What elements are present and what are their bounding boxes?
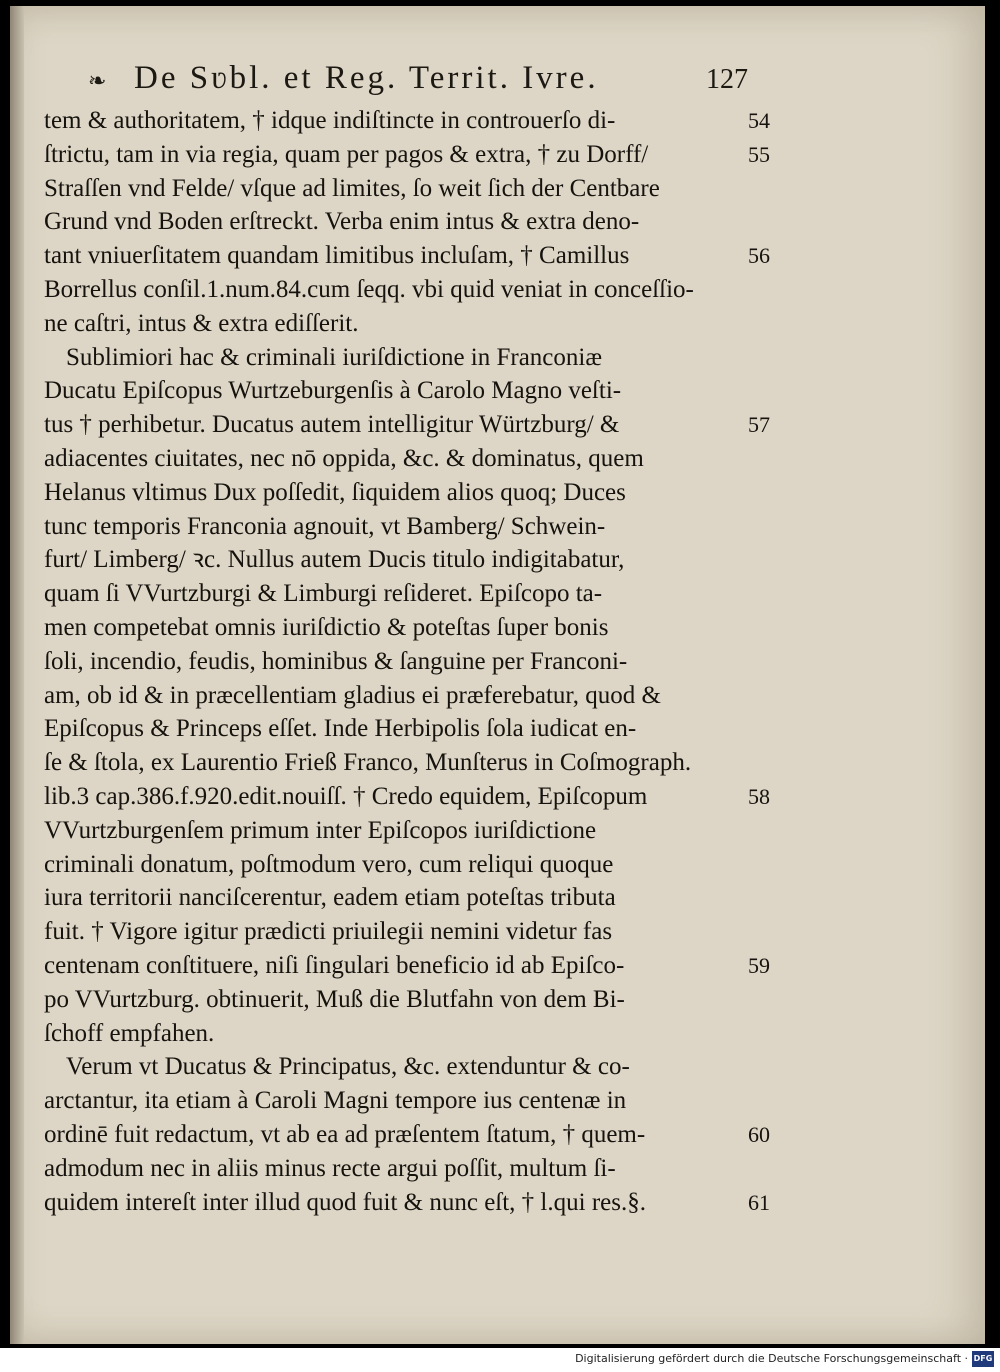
margin-number: 61 [748, 1189, 770, 1215]
footer-bar [0, 1348, 1000, 1372]
text-line: tunc temporis Franconia agnouit, vt Bamberg/ Schwein- [44, 512, 606, 540]
text-line: criminali donatum, poſtmodum vero, cum reliqui quoque [44, 850, 614, 878]
text-line: fuit. † Vigore igitur prædicti priuilegii nemini videtur fas [44, 918, 613, 946]
text-line: Verum vt Ducatus & Principatus, &c. extenduntur & co- [66, 1053, 630, 1081]
text-line: ordinē fuit redactum, vt ab ea ad præſentem ſtatum, † quem- [44, 1120, 646, 1148]
margin-number: 56 [748, 243, 770, 269]
text-line: ſchoff empfahen. [44, 1019, 215, 1047]
margin-number: 59 [748, 953, 770, 978]
text-line: ſe & ſtola, ex Laurentio Frieß Franco, Munſterus in Coſmograph. [44, 749, 692, 777]
text-line: Epiſcopus & Princeps eſſet. Inde Herbipolis ſola iudicat en- [44, 715, 637, 743]
funding-credit: Digitalisierung gefördert durch die Deutsche Forschungsgemeinschaft · [575, 1352, 968, 1365]
text-line: ſtrictu, tam in via regia, quam per pagos & extra, † zu Dorff/ [44, 140, 649, 168]
text-line: admodum nec in aliis minus recte argui poſſit, multum ſi- [44, 1154, 616, 1182]
text-line: am, ob id & in præcellentiam gladius ei præferebatur, quod & [44, 681, 661, 709]
text-line: Ducatu Epiſcopus Wurtzeburgenſis à Carolo Magno veſti- [44, 377, 622, 405]
margin-number: 58 [748, 784, 770, 809]
running-title: De Sʋbl. et Reg. Territ. Ivre. [134, 60, 599, 96]
text-line: tem & authoritatem, † idque indiſtincte in controuerſo di- [44, 107, 616, 134]
text-line: Helanus vltimus Dux poſſedit, ſiquidem alios quoq; Duces [44, 478, 626, 506]
text-line: centenam conſtituere, niſi ſingulari beneficio id ab Epiſco- [44, 951, 625, 979]
text-line: lib.3 cap.386.f.920.edit.nouiſſ. † Credo equidem, Epiſcopum [44, 782, 648, 810]
text-line: Straſſen vnd Felde/ vſque ad limites, ſo weit ſich der Centbare [44, 174, 660, 202]
text-line: tant vniuerſitatem quandam limitibus incluſam, † Camillus [44, 242, 630, 270]
text-line: tus † perhibetur. Ducatus autem intelligitur Würtzburg/ & [44, 411, 620, 439]
margin-number: 60 [748, 1122, 770, 1147]
running-header [88, 60, 748, 100]
text-line: quam ſi VVurtzburgi & Limburgi reſideret. Epiſcopo ta- [44, 580, 603, 608]
text-line: arctantur, ita etiam à Caroli Magni tempore ius centenæ in [44, 1087, 627, 1115]
margin-number: 57 [748, 412, 770, 438]
text-line: men competebat omnis iuriſdictio & poteſtas ſuper bonis [44, 613, 609, 641]
text-line: VVurtzburgenſem primum inter Epiſcopos iuriſdictione [44, 816, 597, 844]
margin-number: 55 [748, 141, 770, 167]
text-line: ne caſtri, intus & extra ediſſerit. [44, 309, 359, 337]
fleuron-icon: ❧ [88, 68, 107, 93]
text-line: adiacentes ciuitates, nec nō oppida, &c. & dominatus, quem [44, 444, 644, 472]
text-line: quidem intereſt inter illud quod fuit & nunc eſt, † l.qui res.§. [44, 1188, 646, 1216]
text-line: furt/ Limberg/ ꝛc. Nullus autem Ducis titulo indigitabatur, [44, 546, 625, 574]
text-line: Sublimiori hac & criminali iuriſdictione in Franconiæ [66, 343, 603, 371]
text-line: po VVurtzburg. obtinuerit, Muß die Blutfahn von dem Bi- [44, 985, 625, 1013]
page-number: 127 [706, 64, 748, 95]
margin-number: 54 [748, 108, 770, 133]
body-text [44, 104, 754, 1219]
dfg-logo: DFG [972, 1351, 994, 1367]
page-edge [10, 6, 24, 1344]
text-line: ſoli, incendio, feudis, hominibus & ſanguine per Franconi- [44, 647, 628, 675]
text-line: Borrellus conſil.1.num.84.cum ſeqq. vbi quid veniat in conceſſio- [44, 275, 694, 303]
text-line: Grund vnd Boden erſtreckt. Verba enim intus & extra deno- [44, 208, 640, 236]
text-line: iura territorii nanciſcerentur, eadem etiam poteſtas tributa [44, 884, 616, 912]
